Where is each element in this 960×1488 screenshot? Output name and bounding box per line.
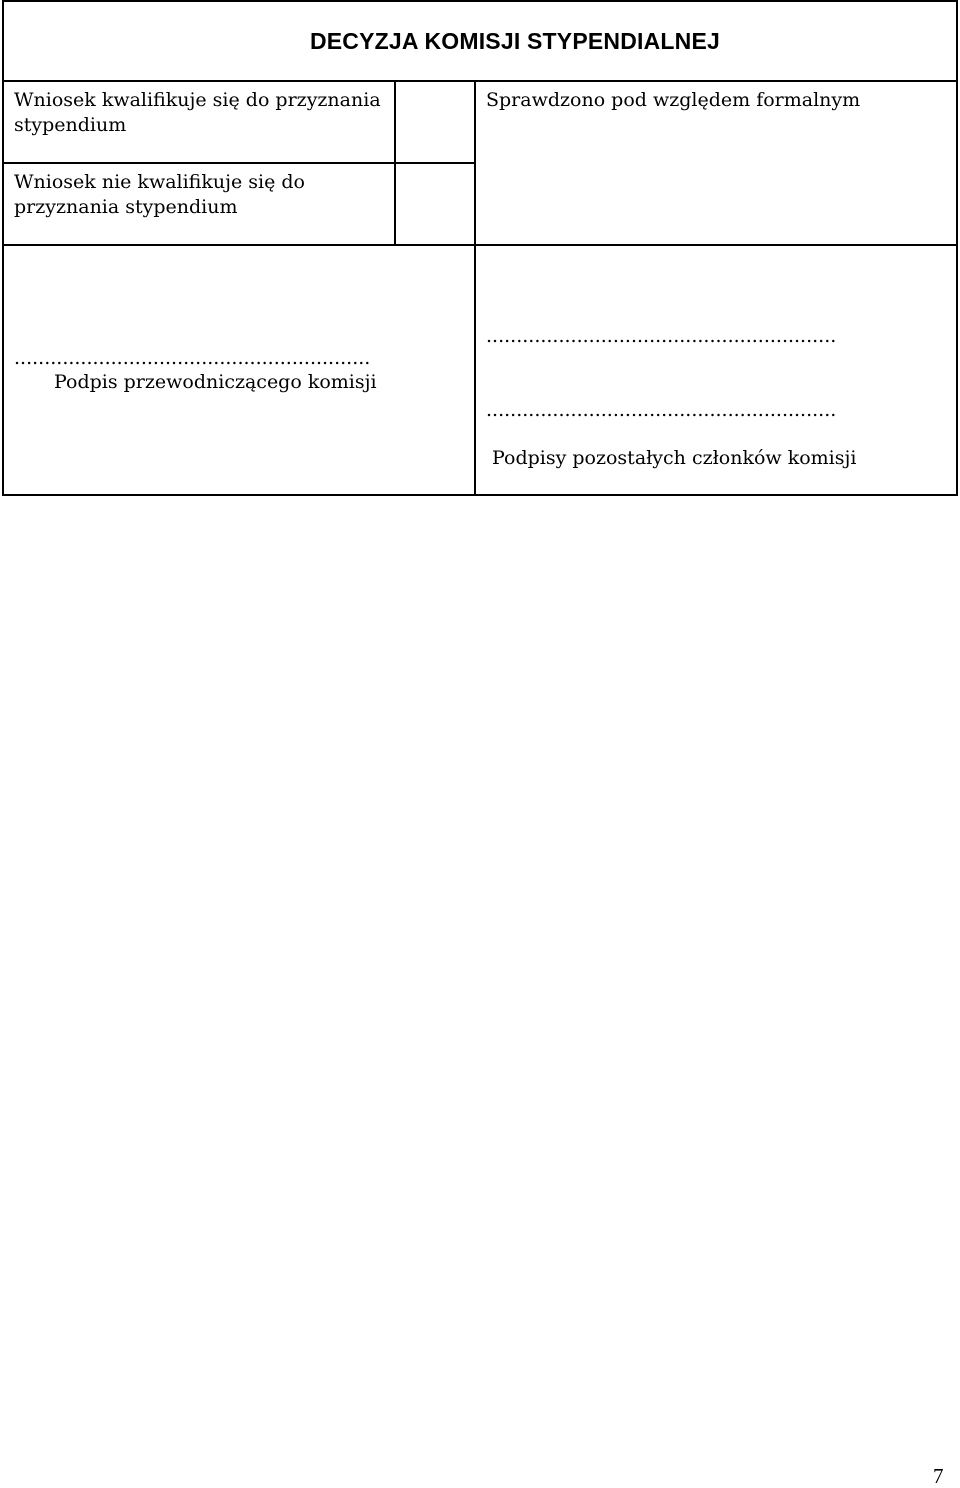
qualifies-option-label: Wniosek kwalifikuje się do przyznania stypendium bbox=[3, 81, 395, 163]
chair-signature-line[interactable]: ........................................................... bbox=[14, 347, 371, 369]
not-qualifies-checkbox[interactable] bbox=[395, 163, 475, 245]
members-signature-cell bbox=[475, 245, 957, 495]
members-signature-label: Podpisy pozostałych członków komisji bbox=[492, 447, 857, 469]
decision-form-table bbox=[2, 0, 958, 496]
chair-signature-label: Podpis przewodniczącego komisji bbox=[54, 371, 377, 393]
qualifies-checkbox[interactable] bbox=[395, 81, 475, 163]
member-signature-line[interactable]: .......................................................... bbox=[486, 399, 837, 421]
member-signature-line[interactable]: .......................................................... bbox=[486, 325, 837, 347]
form-title: DECYZJA KOMISJI STYPENDIALNEJ bbox=[3, 1, 957, 81]
page-number: 7 bbox=[933, 1464, 944, 1488]
not-qualifies-option-label: Wniosek nie kwalifikuje się do przyznania stypendium bbox=[3, 163, 395, 245]
formal-verification-label: Sprawdzono pod względem formalnym bbox=[475, 81, 957, 245]
chair-signature-cell bbox=[3, 245, 475, 495]
